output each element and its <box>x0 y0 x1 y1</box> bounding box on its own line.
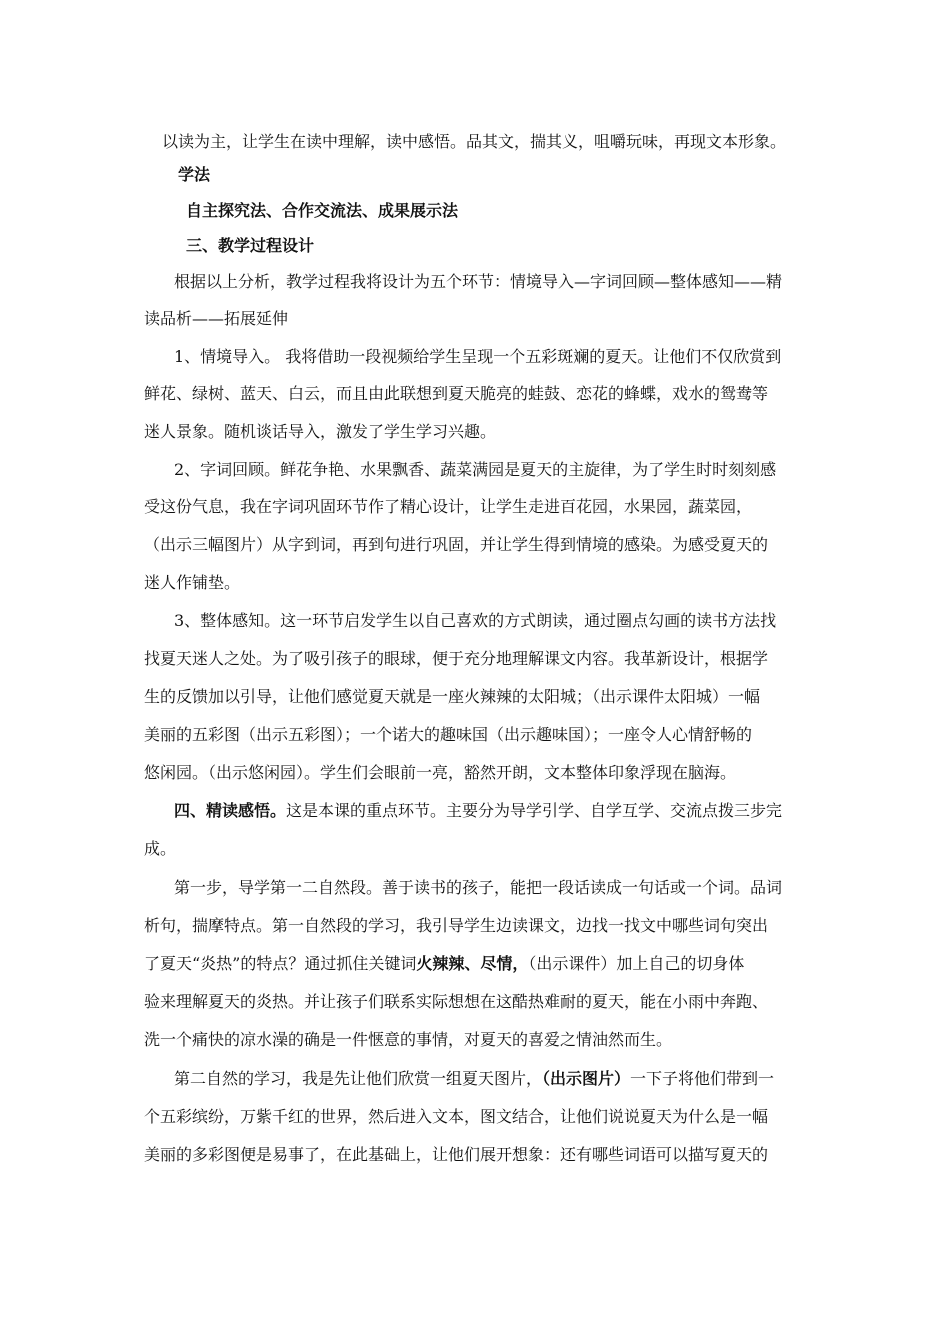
paragraph-line: 第一步，导学第一二自然段。善于读书的孩子，能把一段话读成一句话或一个词。品词 <box>174 878 783 897</box>
paragraph-text: （出示课件）加上自己的切身体 <box>528 954 745 973</box>
study-methods-list: 自主探究法、合作交流法、成果展示法 <box>186 201 459 220</box>
paragraph-line: （出示三幅图片）从字到词，再到句进行巩固，并让学生得到情境的感染。为感受夏天的 <box>144 535 769 554</box>
keyword-highlight: （出示图片） <box>542 1069 631 1088</box>
paragraph-line: 美丽的五彩图（出示五彩图）；一个诺大的趣味国（出示趣味国）；一座令人心情舒畅的 <box>144 725 753 744</box>
paragraph-line: 成。 <box>144 839 177 858</box>
paragraph-line: 以读为主，让学生在读中理解，读中感悟。品其文，揣其义，咀嚼玩味，再现文本形象。 <box>162 132 787 151</box>
heading-section-4: 四、精读感悟。 <box>174 801 287 820</box>
keyword-highlight: 火辣辣、尽情， <box>416 954 529 973</box>
paragraph-line <box>174 1069 774 1089</box>
paragraph-text: 一下子将他们带到一 <box>630 1069 775 1088</box>
paragraph-line: 生的反馈加以引导，让他们感觉夏天就是一座火辣辣的太阳城；（出示课件太阳城）一幅 <box>144 687 761 706</box>
paragraph-text: 这是本课的重点环节。主要分为导学引学、自学互学、交流点拨三步完 <box>286 801 783 820</box>
paragraph-line: 洗一个痛快的凉水澡的确是一件惬意的事情，对夏天的喜爱之情油然而生。 <box>144 1030 673 1049</box>
paragraph-line: 迷人作铺垫。 <box>144 573 241 592</box>
paragraph-line: 析句，揣摩特点。第一自然段的学习，我引导学生边读课文，边找一找文中哪些词句突出 <box>144 916 769 935</box>
paragraph-line: 美丽的多彩图便是易事了，在此基础上，让他们展开想象：还有哪些词语可以描写夏天的 <box>144 1145 769 1164</box>
paragraph-line: 迷人景象。随机谈话导入，激发了学生学习兴趣。 <box>144 422 497 441</box>
paragraph-line: 根据以上分析，教学过程我将设计为五个环节：情境导入—字词回顾—整体感知——精 <box>174 272 783 291</box>
paragraph-line: 鲜花、绿树、蓝天、白云，而且由此联想到夏天脆亮的蛙鼓、恋花的蜂蝶，戏水的鸳鸯等 <box>144 384 769 403</box>
paragraph-line: 找夏天迷人之处。为了吸引孩子的眼球，便于充分地理解课文内容。我革新设计，根据学 <box>144 649 769 668</box>
paragraph-line: 个五彩缤纷，万紫千红的世界，然后进入文本，图文结合，让他们说说夏天为什么是一幅 <box>144 1107 769 1126</box>
paragraph-line: 3、整体感知。这一环节启发学生以自己喜欢的方式朗读，通过圈点勾画的读书方法找 <box>174 611 777 630</box>
paragraph-line: 悠闲园。（出示悠闲园）。学生们会眼前一亮，豁然开朗，文本整体印象浮现在脑海。 <box>144 763 737 782</box>
paragraph-line: 验来理解夏天的炎热。并让孩子们联系实际想想在这酷热难耐的夏天，能在小雨中奔跑、 <box>144 992 769 1011</box>
paragraph-line: 读品析——拓展延伸 <box>144 309 289 328</box>
paragraph-text: 了夏天“炎热”的特点？通过抓住关键词 <box>144 954 417 973</box>
heading-section-3: 三、教学过程设计 <box>186 236 315 255</box>
paragraph-line <box>174 801 782 821</box>
paragraph-line: 1、情境导入。 我将借助一段视频给学生呈现一个五彩斑斓的夏天。让他们不仅欣赏到 <box>174 347 782 366</box>
paragraph-text: 第二自然的学习，我是先让他们欣赏一组夏天图片， <box>174 1069 543 1088</box>
paragraph-line: 受这份气息，我在字词巩固环节作了精心设计，让学生走进百花园，水果园，蔬菜园， <box>144 497 753 516</box>
paragraph-line <box>144 954 744 974</box>
paragraph-line: 2、字词回顾。鲜花争艳、水果飘香、蔬菜满园是夏天的主旋律，为了学生时时刻刻感 <box>174 460 777 479</box>
heading-study-methods: 学法 <box>178 165 211 184</box>
